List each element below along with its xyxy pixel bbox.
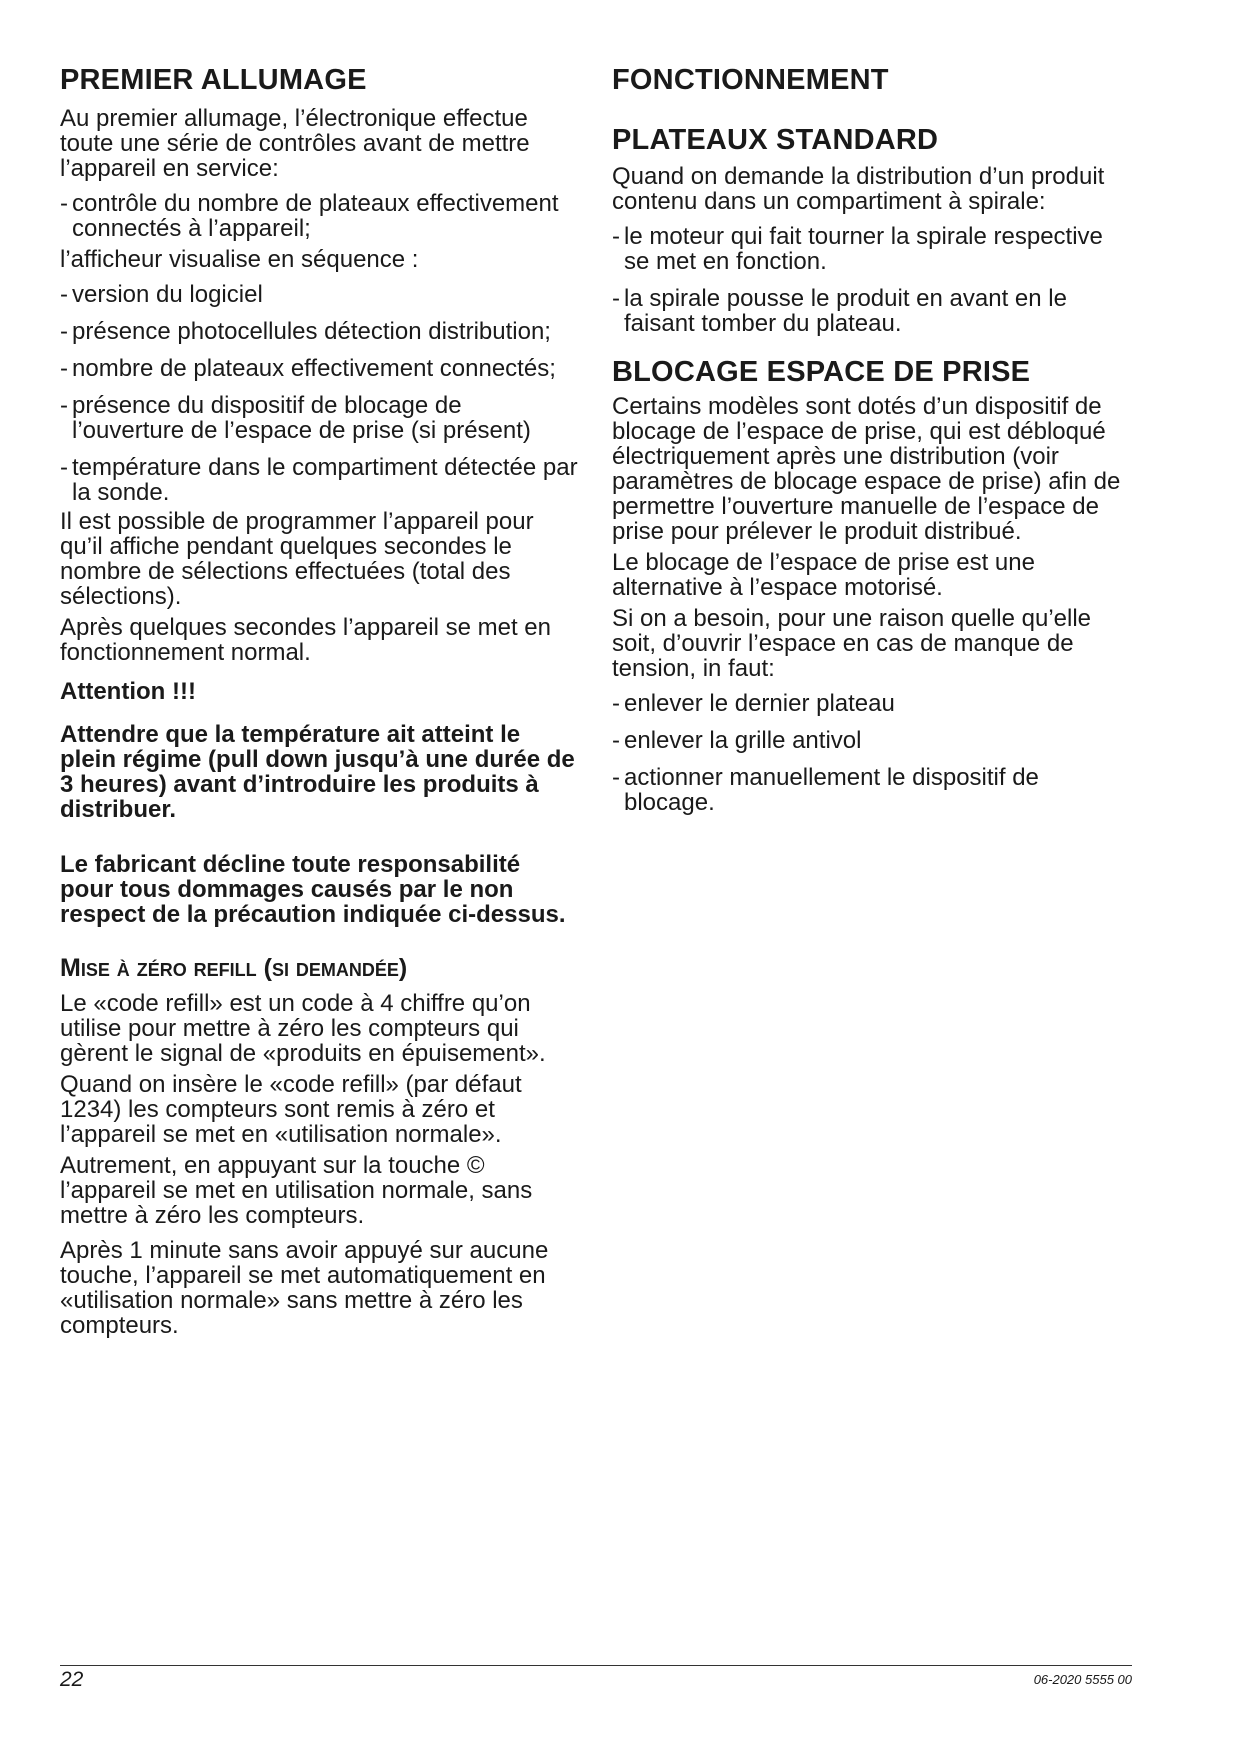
list-item: - actionner manuellement le dispositif de blocage. (612, 764, 1039, 816)
list-item: - présence du dispositif de blocage de l’ouverture de l’espace de prise (si présent) (60, 392, 531, 444)
list-item: - version du logiciel (60, 281, 263, 308)
attention-label: Attention !!! (60, 678, 196, 705)
refill-paragraph-1: Le «code refill» est un code à 4 chiffre qu’on utilise pour mettre à zéro les compteurs qui gèrent le signal de «produits en épuisement». (60, 990, 546, 1067)
right-column (612, 62, 1132, 827)
blocage-paragraph-3: Si on a besoin, pour une raison quelle qu’elle soit, d’ouvrir l’espace en cas de manque de tension, in faut: (612, 605, 1092, 682)
plateaux-standard-heading: PLATEAUX STANDARD (612, 124, 939, 156)
blocage-heading: BLOCAGE ESPACE DE PRISE (612, 356, 1031, 388)
fonctionnement-heading: FONCTIONNEMENT (612, 64, 889, 96)
check-list (60, 191, 580, 241)
list-item: - enlever la grille antivol (612, 727, 862, 754)
refill-paragraph-2: Quand on insère le «code refill» (par défaut 1234) les compteurs sont remis à zéro et l’appareil se met en «utilisation normale». (60, 1071, 522, 1148)
list-item: - la spirale pousse le produit en avant en le faisant tomber du plateau. (612, 285, 1067, 337)
blocage-paragraph-1: Certains modèles sont dotés d’un dispositif de blocage de l’espace de prise, qui est débloqué électriquement après une distribution (voir paramètres de blocage espace de prise) afin de permettre l’ouverture manuelle de l’espace de prise pour prélever le produit distribué. (612, 393, 1121, 545)
intro-paragraph: Au premier allumage, l’électronique effectue toute une série de contrôles avant de mettre l’appareil en service: (60, 105, 530, 182)
refill-paragraph-3: Autrement, en appuyant sur la touche © l’appareil se met en utilisation normale, sans mettre à zéro les compteurs. (60, 1152, 533, 1229)
left-column (60, 62, 580, 1344)
warning-liability: Le fabricant décline toute responsabilité pour tous dommages causés par le non respect de la précaution indiquée ci-dessus. (60, 851, 566, 928)
warning-temperature: Attendre que la température ait atteint le plein régime (pull down jusqu’à une durée de 3 heures) avant d’introduire les produits à distribuer. (60, 721, 575, 823)
plateaux-intro: Quand on demande la distribution d’un produit contenu dans un compartiment à spirale: (612, 163, 1105, 215)
list-item: - enlever le dernier plateau (612, 690, 895, 717)
after-paragraph: Après quelques secondes l’appareil se met en fonctionnement normal. (60, 614, 551, 666)
footer-divider (60, 1665, 1132, 1666)
list-item: - contrôle du nombre de plateaux effectivement connectés à l’appareil; (60, 190, 559, 242)
list-item: - température dans le compartiment détectée par la sonde. (60, 454, 578, 506)
program-paragraph: Il est possible de programmer l’appareil pour qu’il affiche pendant quelques secondes le nombre de sélections effectuées (total des sélections). (60, 508, 534, 610)
display-intro: l’afficheur visualise en séquence : (60, 246, 419, 273)
list-item: - présence photocellules détection distribution; (60, 318, 551, 345)
list-item: - le moteur qui fait tourner la spirale respective se met en fonction. (612, 223, 1103, 275)
plateaux-list (612, 224, 1132, 336)
refill-paragraph-4: Après 1 minute sans avoir appuyé sur aucune touche, l’appareil se met automatiquement en «utilisation normale» sans mettre à zéro les compteurs. (60, 1237, 549, 1339)
refill-heading: Mise à zéro refill (si demandée) (60, 954, 408, 982)
blocage-paragraph-2: Le blocage de l’espace de prise est une alternative à l’espace motorisé. (612, 549, 1035, 601)
premier-allumage-heading: PREMIER ALLUMAGE (60, 64, 367, 96)
document-code: 06-2020 5555 00 (1033, 1672, 1132, 1687)
page-number: 22 (60, 1668, 84, 1691)
blocage-list (612, 691, 1132, 815)
list-item: - nombre de plateaux effectivement connectés; (60, 355, 556, 382)
sequence-list (60, 282, 580, 505)
